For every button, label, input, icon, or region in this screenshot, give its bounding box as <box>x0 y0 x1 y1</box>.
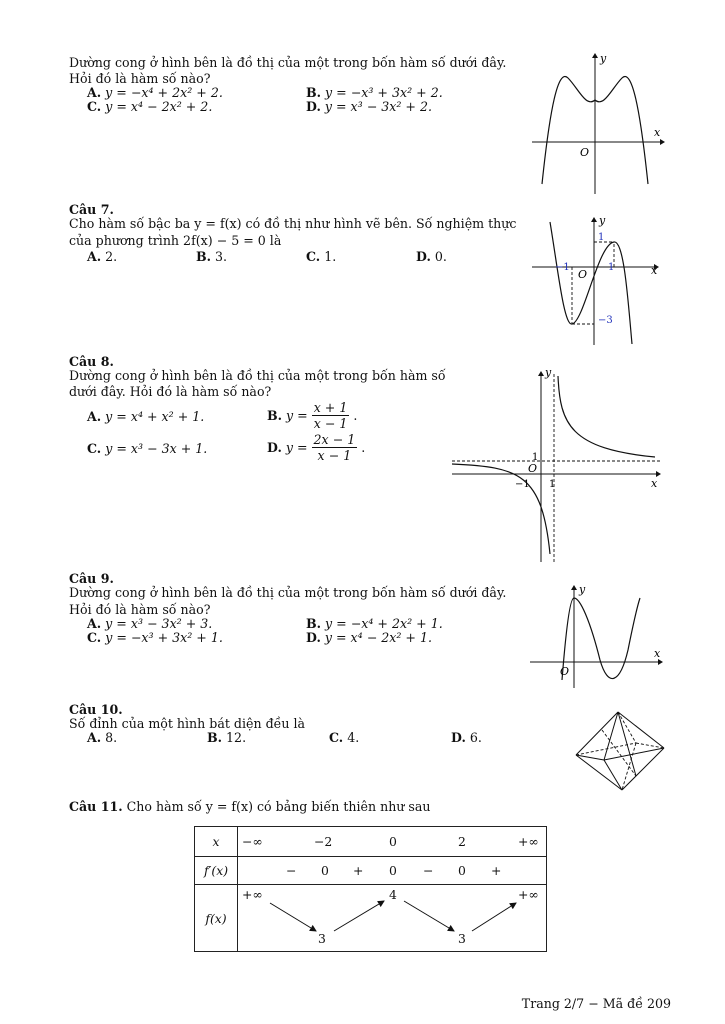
q8-text-line2: dưới đây. Hỏi đó là hàm số nào? <box>69 384 272 399</box>
q7-option-b[interactable]: B. 3. <box>196 249 228 264</box>
row-label-derivative: f′(x) <box>195 857 238 885</box>
q9-origin: O <box>560 665 570 678</box>
q7-title: Câu 7. <box>69 202 114 217</box>
q11-text-line: Câu 11. Cho hàm số y = f(x) có bảng biến thiên như sau <box>69 799 431 814</box>
q7-x-label: x <box>651 264 658 277</box>
q7-text-line2: của phương trình 2f(x) − 5 = 0 là <box>69 233 282 248</box>
q9-text-line2: Hỏi đó là hàm số nào? <box>69 602 211 617</box>
function-values-cell <box>238 885 547 952</box>
q8-y-arrow <box>538 371 544 376</box>
zero-at-neg2: 0 <box>321 863 329 878</box>
q8-option-c[interactable]: C. y = x³ − 3x + 1. <box>87 441 208 456</box>
q10-text-line1: Số đỉnh của một hình bát diện đều là <box>69 716 306 731</box>
q10-option-a[interactable]: A. 8. <box>87 730 118 745</box>
q10-option-b[interactable]: B. 12. <box>207 730 247 745</box>
q7-option-a[interactable]: A. 2. <box>87 249 118 264</box>
x-value-0: 0 <box>389 834 397 849</box>
row-label-x: x <box>195 827 238 857</box>
q8-tick-1-y: 1 <box>532 452 539 463</box>
row-label-function: f(x) <box>195 885 238 952</box>
q10-option-d[interactable]: D. 6. <box>451 730 482 745</box>
q8-y-label: y <box>545 366 552 379</box>
q9-text-line1: Dường cong ở hình bên là đồ thị của một trong bốn hàm số dưới đây. <box>69 585 507 600</box>
q8-tick-neg1-x: −1 <box>515 479 530 490</box>
q6-text-line2: Hỏi đó là hàm số nào? <box>69 71 211 86</box>
f-min2: 3 <box>458 931 466 946</box>
sign-4: + <box>491 863 502 878</box>
q8-tick-1-x: 1 <box>549 479 556 490</box>
q9-option-b[interactable]: B. y = −x⁴ + 2x² + 1. <box>306 616 443 631</box>
x-value-neg-inf: −∞ <box>242 834 263 849</box>
q7-tick-1: 1 <box>608 262 615 273</box>
q7-tick-neg1: −1 <box>555 262 570 273</box>
q7-curve <box>550 222 632 344</box>
x-value-neg2: −2 <box>314 834 333 849</box>
q7-option-c[interactable]: C. 1. <box>306 249 337 264</box>
sign-3: − <box>423 863 434 878</box>
q8-title: Câu 8. <box>69 354 114 369</box>
q10-title: Câu 10. <box>69 702 123 717</box>
q8-branch-left <box>452 464 550 554</box>
zero-at-0: 0 <box>389 863 397 878</box>
q8-graph <box>450 364 665 564</box>
q7-y-arrow <box>591 217 597 222</box>
q8-option-d[interactable]: D. y = $\frac{2x - 1}{x - 1}$ . <box>267 432 366 463</box>
q10-option-c[interactable]: C. 4. <box>329 730 360 745</box>
q7-text-line1: Cho hàm số bậc ba y = f(x) có đồ thị như hình vẽ bên. Số nghiệm thực <box>69 216 517 231</box>
q8-option-b[interactable]: B. y = $\frac{x + 1}{x - 1}$ . <box>267 400 358 431</box>
x-value-2: 2 <box>458 834 466 849</box>
page-footer: Trang 2/7 − Mã đề 209 <box>521 996 671 1011</box>
arrow-increase-1 <box>334 901 384 931</box>
f-right-inf: +∞ <box>518 887 539 902</box>
q9-x-label: x <box>654 647 661 660</box>
x-value-pos-inf: +∞ <box>518 834 539 849</box>
arrow-decrease-1 <box>270 903 316 931</box>
q9-option-d[interactable]: D. y = x⁴ − 2x² + 1. <box>306 630 432 645</box>
q8-b-fraction: $\frac{x + 1}{x - 1}$ <box>313 400 348 431</box>
q6-origin: O <box>580 146 590 159</box>
q7-y-label: y <box>599 214 606 227</box>
q7-option-d[interactable]: D. 0. <box>416 249 447 264</box>
q6-text-line1: Dường cong ở hình bên là đồ thị của một trong bốn hàm số dưới đây. <box>69 55 507 70</box>
x-values-cell <box>238 827 547 857</box>
q6-option-a[interactable]: A. y = −x⁴ + 2x² + 2. <box>87 85 223 100</box>
q9-title: Câu 9. <box>69 571 114 586</box>
zero-at-2: 0 <box>458 863 466 878</box>
q6-option-c[interactable]: C. y = x⁴ − 2x² + 2. <box>87 99 213 114</box>
variation-row-derivative <box>195 857 547 885</box>
q6-graph <box>528 48 668 198</box>
q8-text-line1: Dường cong ở hình bên là đồ thị của một trong bốn hàm số <box>69 368 446 383</box>
q8-branch-right <box>558 376 655 457</box>
sign-1: − <box>286 863 297 878</box>
q9-option-c[interactable]: C. y = −x³ + 3x² + 1. <box>87 630 223 645</box>
variation-row-function <box>195 885 547 952</box>
q6-x-arrow <box>660 139 665 145</box>
q6-y-label: y <box>600 52 607 65</box>
q7-max-label: 1 <box>598 232 605 243</box>
derivative-values-cell <box>238 857 547 885</box>
q6-x-label: x <box>654 126 661 139</box>
q6-option-b[interactable]: B. y = −x³ + 3x² + 2. <box>306 85 443 100</box>
q8-option-a[interactable]: A. y = x⁴ + x² + 1. <box>87 409 205 424</box>
arrow-decrease-2 <box>404 901 454 931</box>
f-max: 4 <box>389 887 397 902</box>
q6-y-arrow <box>592 53 598 58</box>
q9-y-arrow <box>571 585 577 590</box>
q8-origin: O <box>528 462 538 475</box>
q7-min-label: −3 <box>598 315 613 326</box>
sign-2: + <box>353 863 364 878</box>
variation-table <box>194 826 547 952</box>
octahedron-figure <box>572 708 668 794</box>
q8-d-fraction: $\frac{2x - 1}{x - 1}$ <box>313 432 356 463</box>
f-left-inf: +∞ <box>242 887 263 902</box>
q9-y-label: y <box>579 583 586 596</box>
q6-option-d[interactable]: D. y = x³ − 3x² + 2. <box>306 99 432 114</box>
q9-option-a[interactable]: A. y = x³ − 3x² + 3. <box>87 616 213 631</box>
variation-arrows <box>238 885 548 951</box>
variation-row-x <box>195 827 547 857</box>
arrow-increase-2 <box>472 903 516 931</box>
q7-origin: O <box>578 268 588 281</box>
q7-graph <box>528 210 668 350</box>
f-min1: 3 <box>318 931 326 946</box>
q9-graph <box>528 580 668 690</box>
q8-x-label: x <box>651 477 658 490</box>
